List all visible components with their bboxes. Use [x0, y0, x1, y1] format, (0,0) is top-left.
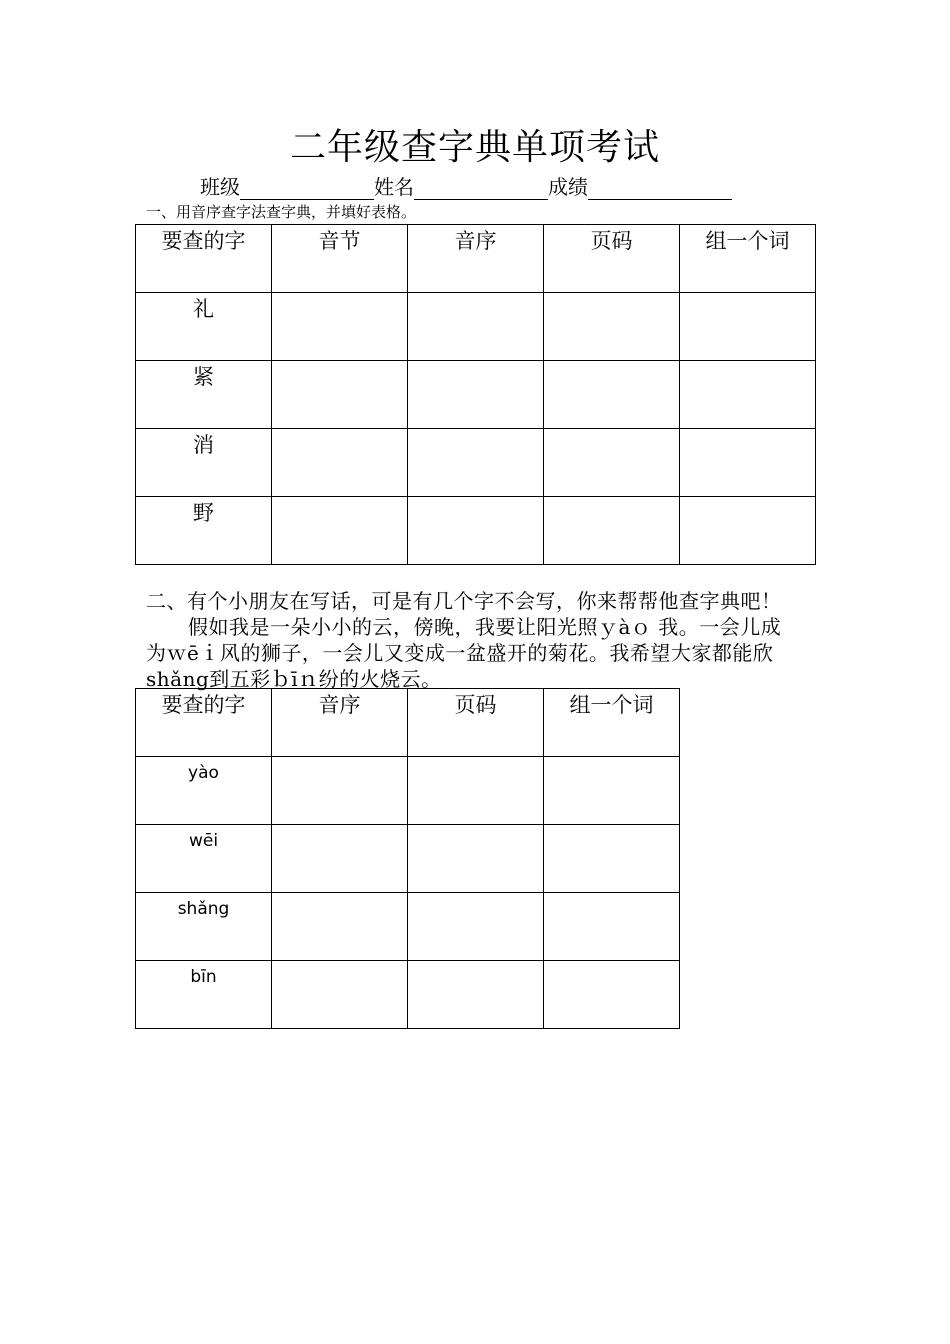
answer-cell[interactable] — [408, 893, 544, 961]
answer-cell[interactable] — [408, 361, 544, 429]
paragraph-line: 为ｗēｉ风的狮子，一会儿又变成一盆盛开的菊花。我希望大家都能欣 — [146, 641, 774, 665]
table-row — [136, 429, 816, 497]
char-cell: 紧 — [136, 361, 272, 429]
answer-cell[interactable] — [544, 757, 680, 825]
table-row — [136, 893, 680, 961]
answer-cell[interactable] — [544, 293, 680, 361]
table-row — [136, 961, 680, 1029]
class-label: 班级 — [200, 175, 240, 199]
header-cell: 要查的字 — [136, 689, 272, 757]
score-blank — [588, 177, 732, 200]
char-cell: 礼 — [136, 293, 272, 361]
page-title: 二年级查字典单项考试 — [289, 127, 660, 168]
answer-cell[interactable] — [544, 893, 680, 961]
section2-paragraph — [146, 614, 816, 692]
answer-cell[interactable] — [272, 893, 408, 961]
answer-cell[interactable] — [680, 429, 816, 497]
answer-cell[interactable] — [544, 361, 680, 429]
answer-cell[interactable] — [408, 757, 544, 825]
answer-cell[interactable] — [680, 497, 816, 565]
header-cell: 页码 — [408, 689, 544, 757]
name-label: 姓名 — [374, 175, 414, 199]
section1-heading: 一、用音序查字法查字典，并填好表格。 — [146, 203, 417, 221]
table-row — [136, 757, 680, 825]
answer-cell[interactable] — [408, 961, 544, 1029]
paragraph-line: 假如我是一朵小小的云，傍晚，我要让阳光照ｙàｏ 我。一会儿成 — [188, 615, 782, 639]
pinyin-cell: yào — [136, 757, 272, 825]
answer-cell[interactable] — [680, 361, 816, 429]
answer-cell[interactable] — [272, 961, 408, 1029]
section1-table — [135, 224, 816, 565]
score-label: 成绩 — [548, 175, 588, 199]
section2-heading: 二、有个小朋友在写话，可是有几个字不会写，你来帮帮他查字典吧！ — [146, 589, 782, 613]
answer-cell[interactable] — [272, 361, 408, 429]
answer-cell[interactable] — [408, 497, 544, 565]
pinyin-cell: bīn — [136, 961, 272, 1029]
header-cell: 要查的字 — [136, 225, 272, 293]
table-row — [136, 825, 680, 893]
answer-cell[interactable] — [408, 825, 544, 893]
header-cell: 组一个词 — [544, 689, 680, 757]
header-cell: 音节 — [272, 225, 408, 293]
table-row — [136, 361, 816, 429]
header-cell: 页码 — [544, 225, 680, 293]
answer-cell[interactable] — [544, 961, 680, 1029]
name-blank — [414, 177, 548, 200]
table-row — [136, 293, 816, 361]
answer-cell[interactable] — [272, 497, 408, 565]
pinyin-cell: wēi — [136, 825, 272, 893]
answer-cell[interactable] — [272, 293, 408, 361]
section2-table — [135, 688, 680, 1029]
table-row — [136, 497, 816, 565]
table-header-row — [136, 689, 680, 757]
class-blank — [240, 177, 374, 200]
answer-cell[interactable] — [544, 825, 680, 893]
answer-cell[interactable] — [544, 497, 680, 565]
answer-cell[interactable] — [272, 429, 408, 497]
pinyin-cell: shǎng — [136, 893, 272, 961]
table-header-row — [136, 225, 816, 293]
answer-cell[interactable] — [272, 825, 408, 893]
char-cell: 消 — [136, 429, 272, 497]
paragraph-line: shǎng到五彩ｂīｎ纷的火烧云。 — [146, 667, 442, 691]
answer-cell[interactable] — [272, 757, 408, 825]
header-cell: 组一个词 — [680, 225, 816, 293]
student-info-line — [200, 174, 732, 200]
header-cell: 音序 — [408, 225, 544, 293]
char-cell: 野 — [136, 497, 272, 565]
answer-cell[interactable] — [544, 429, 680, 497]
answer-cell[interactable] — [408, 429, 544, 497]
header-cell: 音序 — [272, 689, 408, 757]
answer-cell[interactable] — [680, 293, 816, 361]
answer-cell[interactable] — [408, 293, 544, 361]
